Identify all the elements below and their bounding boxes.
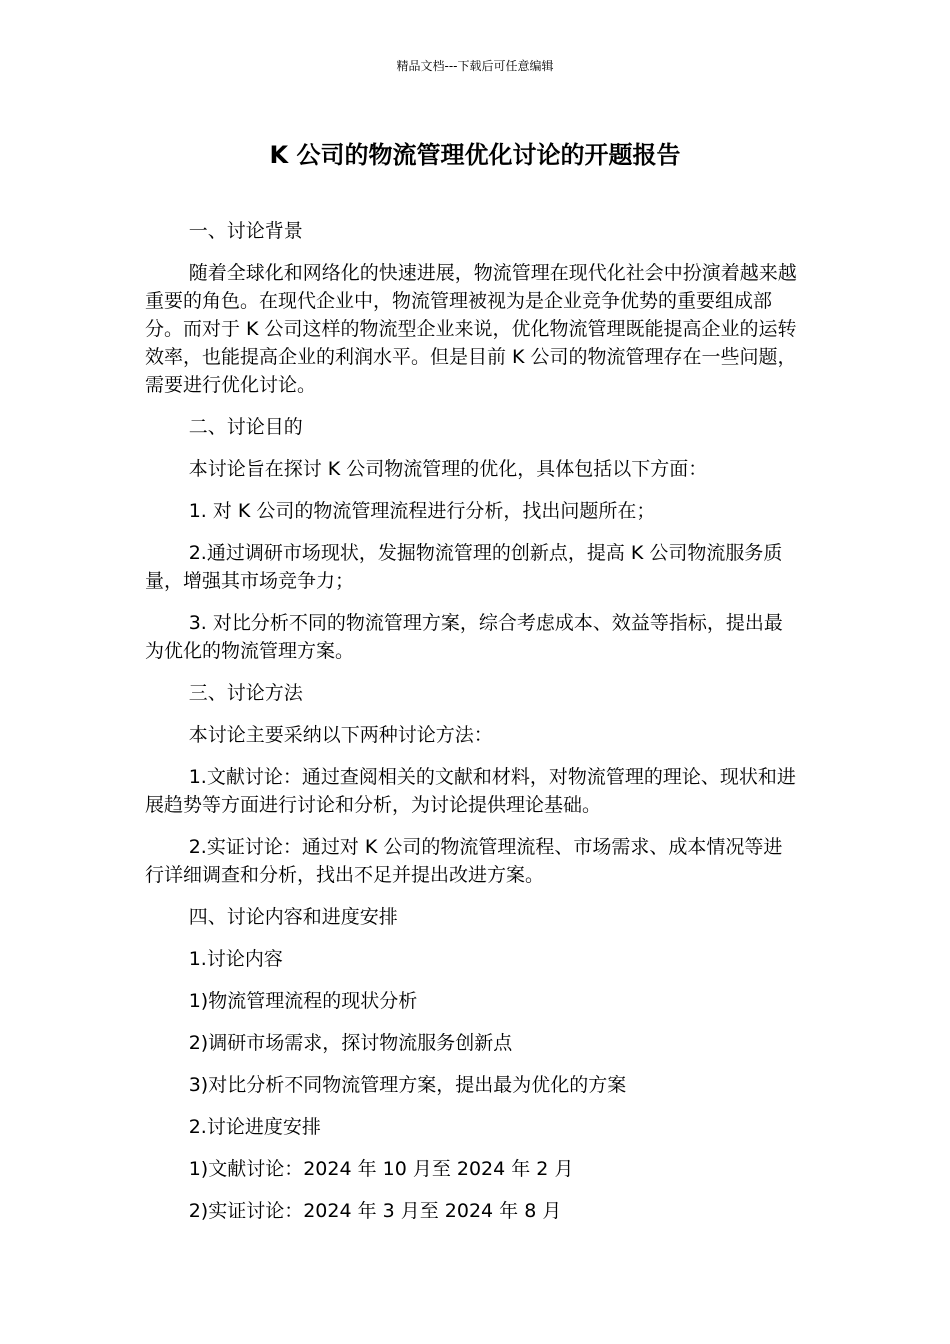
section-heading-content-schedule: 四、讨论内容和进度安排 — [188, 906, 398, 928]
document-title: K 公司的物流管理优化讨论的开题报告 — [269, 141, 681, 169]
list-item-purpose-3: 3. 对比分析不同的物流管理方案，综合考虑成本、效益等指标，提出最为优化的物流管理方案。 — [145, 612, 783, 662]
list-item-schedule-2: 2)实证讨论：2024 年 3 月至 2024 年 8 月 — [188, 1200, 562, 1222]
section-heading-method: 三、讨论方法 — [188, 682, 303, 704]
document-body — [145, 217, 800, 1239]
paragraph-purpose-intro: 本讨论旨在探讨 K 公司物流管理的优化，具体包括以下方面： — [188, 458, 708, 480]
section-heading-purpose: 二、讨论目的 — [188, 416, 303, 438]
subheading-schedule: 2.讨论进度安排 — [188, 1116, 321, 1138]
list-item-purpose-1: 1. 对 K 公司的物流管理流程进行分析，找出问题所在； — [188, 500, 656, 522]
paragraph-background: 随着全球化和网络化的快速进展，物流管理在现代化社会中扮演着越来越重要的角色。在现代企业中，物流管理被视为是企业竞争优势的重要组成部分。而对于 K 公司这样的物流型企业来说，优化物流管理既能提高企业的运转效率，也能提高企业的利润水平。但是目前 K 公司的物流管理存在一些问题，需要进行优化讨论。 — [145, 262, 797, 396]
paragraph-method-intro: 本讨论主要采纳以下两种讨论方法： — [188, 724, 493, 746]
header-note: 精品文档---下载后可任意编辑 — [396, 59, 554, 73]
list-item-method-2: 2.实证讨论：通过对 K 公司的物流管理流程、市场需求、成本情况等进行详细调查和分析，找出不足并提出改进方案。 — [145, 836, 783, 886]
list-item-purpose-2: 2.通过调研市场现状，发掘物流管理的创新点，提高 K 公司物流服务质量，增强其市场竞争力； — [145, 542, 783, 592]
list-item-content-1: 1)物流管理流程的现状分析 — [188, 990, 418, 1012]
list-item-content-3: 3)对比分析不同物流管理方案，提出最为优化的方案 — [188, 1074, 627, 1096]
list-item-content-2: 2)调研市场需求，探讨物流服务创新点 — [188, 1032, 513, 1054]
subheading-content: 1.讨论内容 — [188, 948, 283, 970]
section-heading-background: 一、讨论背景 — [188, 220, 303, 242]
list-item-schedule-1: 1)文献讨论：2024 年 10 月至 2024 年 2 月 — [188, 1158, 574, 1180]
list-item-method-1: 1.文献讨论：通过查阅相关的文献和材料，对物流管理的理论、现状和进展趋势等方面进行讨论和分析，为讨论提供理论基础。 — [145, 766, 796, 816]
